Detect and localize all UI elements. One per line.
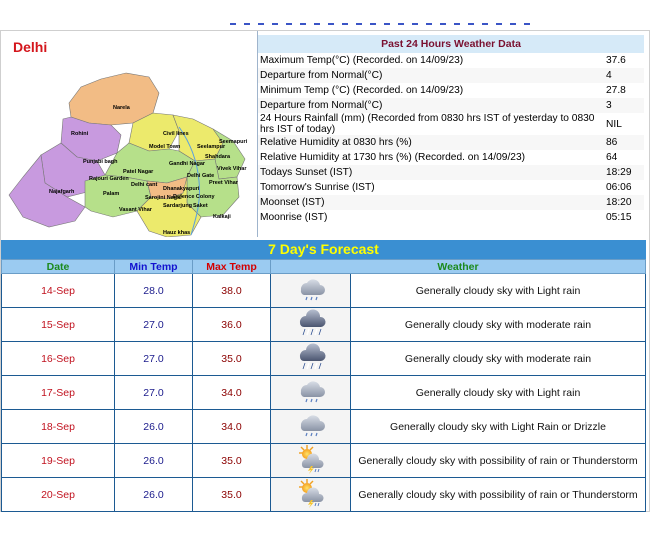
map-label-rajouri-garden: Rajouri Garden: [89, 176, 129, 182]
past-row-value: 18:20: [604, 195, 644, 210]
forecast-date: 20-Sep: [2, 478, 115, 512]
forecast-weather-text: Generally cloudy sky with moderate rain: [351, 342, 646, 376]
past-row-value: 05:15: [606, 212, 632, 223]
forecast-icon-cell: [271, 376, 351, 410]
map-panel: [1, 31, 258, 237]
forecast-weather-text: Generally cloudy sky with moderate rain: [351, 308, 646, 342]
light-rain-icon: [296, 397, 326, 409]
map-label-delhi-gate: Delhi Gate: [187, 173, 215, 179]
forecast-max-temp: 35.0: [193, 478, 271, 512]
past-row-label: Tomorrow's Sunrise (IST): [260, 182, 375, 193]
past-row: [258, 53, 644, 68]
map-label-vasant-vihar: Vasant Vihar: [119, 207, 152, 213]
forecast-row: [2, 274, 646, 308]
map-label-preet-vihar: Preet Vihar: [209, 180, 238, 186]
map-label-sardarjung: Sardarjung: [163, 203, 193, 209]
forecast-min-temp: 27.0: [115, 342, 193, 376]
past-row: [258, 150, 644, 165]
forecast-date: 19-Sep: [2, 444, 115, 478]
forecast-max-temp: 35.0: [193, 444, 271, 478]
forecast-icon-cell: [271, 410, 351, 444]
map-label-sarojini-nagar: Sarojini Nagar: [145, 195, 183, 201]
past-row-label: Minimum Temp (°C) (Recorded. on 14/09/23): [260, 85, 464, 96]
forecast-date: 14-Sep: [2, 274, 115, 308]
map-label-punjabi-bagh: Punjabi bagh: [83, 159, 118, 165]
past-row-value: 27.8: [606, 85, 626, 96]
forecast-min-temp: 26.0: [115, 410, 193, 444]
past-row-label: Maximum Temp(°C) (Recorded. on 14/09/23): [260, 55, 464, 66]
forecast-max-temp: 34.0: [193, 376, 271, 410]
past-24-hours-panel: [258, 35, 644, 225]
forecast-date: 15-Sep: [2, 308, 115, 342]
header-min-temp: Min Temp: [115, 260, 193, 274]
forecast-weather-text: Generally cloudy sky with Light rain: [351, 274, 646, 308]
past-row-value: 3: [604, 98, 644, 113]
forecast-table: [1, 259, 646, 512]
past-row-value: 64: [606, 152, 618, 163]
past-row-label: Relative Humidity at 1730 hrs (%) (Recorded. on 14/09/23): [260, 152, 526, 163]
forecast-icon-cell: [271, 444, 351, 478]
map-label-kalkaji: Kalkaji: [213, 214, 231, 220]
past-row: [258, 68, 644, 83]
forecast-min-temp: 27.0: [115, 376, 193, 410]
map-label-seemapuri: Seemapuri: [219, 139, 248, 145]
map-label-vivek-vihar: Vivek Vihar: [217, 166, 247, 172]
light-rain-icon: [296, 431, 326, 443]
past-row-value: 06:06: [606, 182, 632, 193]
light-rain-icon: [296, 295, 326, 307]
past-row: [258, 113, 644, 135]
map-label-saket: Saket: [193, 203, 208, 209]
past-row-label: Moonset (IST): [258, 195, 604, 210]
map-label-dhanakyapuri: Dhanakyapuri: [163, 186, 200, 192]
forecast-weather-text: Generally cloudy sky with Light Rain or Drizzle: [351, 410, 646, 444]
past-row: [258, 83, 644, 98]
past-row-value: 37.6: [606, 55, 626, 66]
forecast-max-temp: 35.0: [193, 342, 271, 376]
forecast-row: [2, 308, 646, 342]
past-panel-title: Past 24 Hours Weather Data: [258, 35, 644, 53]
past-weather-table: [258, 35, 644, 225]
past-row: [258, 195, 644, 210]
map-label-shahdara: Shahdara: [205, 154, 231, 160]
moderate-rain-icon: [296, 329, 326, 341]
past-row-value: 4: [604, 68, 644, 83]
past-row: [258, 180, 644, 195]
past-row-value: 18:29: [604, 165, 644, 180]
map-label-hauz-khas: Hauz khas: [163, 230, 191, 236]
moderate-rain-icon: [296, 363, 326, 375]
past-row-label: Relative Humidity at 0830 hrs (%): [258, 135, 604, 150]
forecast-min-temp: 28.0: [115, 274, 193, 308]
forecast-date: 16-Sep: [2, 342, 115, 376]
header-weather: Weather: [271, 260, 646, 274]
map-label-narela: Narela: [113, 105, 130, 111]
forecast-title: 7 Day's Forecast: [1, 240, 646, 259]
past-row: [258, 165, 644, 180]
map-label-najafgarh: Najafgarh: [49, 189, 75, 195]
map-label-seelampur: Seelampur: [197, 144, 226, 150]
forecast-row: [2, 444, 646, 478]
forecast-weather-text: Generally cloudy sky with possibility of rain or Thunderstorm: [351, 444, 646, 478]
forecast-icon-cell: [271, 274, 351, 308]
past-row: [258, 135, 644, 150]
past-row-value: 86: [604, 135, 644, 150]
thunderstorm-icon: [296, 465, 326, 477]
forecast-panel: [1, 240, 646, 512]
forecast-icon-cell: [271, 308, 351, 342]
map-title: Delhi: [13, 39, 48, 55]
forecast-row: [2, 478, 646, 512]
forecast-max-temp: 34.0: [193, 410, 271, 444]
past-row: [258, 210, 644, 225]
forecast-row: [2, 342, 646, 376]
past-row-label: Departure from Normal(°C): [258, 98, 604, 113]
forecast-date: 18-Sep: [2, 410, 115, 444]
map-label-defence-colony: Defence Colony: [173, 194, 215, 200]
forecast-row: [2, 410, 646, 444]
forecast-date: 17-Sep: [2, 376, 115, 410]
forecast-icon-cell: [271, 478, 351, 512]
map-label-delhi-cant: Delhi cant: [131, 182, 158, 188]
forecast-min-temp: 26.0: [115, 444, 193, 478]
past-row-value: NIL: [606, 118, 622, 130]
map-label-patel-nagar: Patel Nagar: [123, 169, 154, 175]
top-divider: [230, 22, 530, 26]
past-row-label: Moonrise (IST): [260, 212, 328, 223]
map-label-model-town: Model Town: [149, 144, 181, 150]
forecast-max-temp: 38.0: [193, 274, 271, 308]
thunderstorm-icon: [296, 499, 326, 511]
map-label-gandhi-nagar: Gandhi Nagar: [169, 161, 206, 167]
forecast-icon-cell: [271, 342, 351, 376]
forecast-weather-text: Generally cloudy sky with Light rain: [351, 376, 646, 410]
past-row-label: 24 Hours Rainfall (mm) (Recorded from 0830 hrs IST of yesterday to 0830 hrs IST of today): [260, 113, 595, 135]
past-row: [258, 98, 644, 113]
header-date: Date: [2, 260, 115, 274]
forecast-max-temp: 36.0: [193, 308, 271, 342]
past-row-label: Todays Sunset (IST): [258, 165, 604, 180]
forecast-min-temp: 26.0: [115, 478, 193, 512]
map-label-rohini: Rohini: [71, 131, 89, 137]
header-max-temp: Max Temp: [193, 260, 271, 274]
past-row-label: Departure from Normal(°C): [258, 68, 604, 83]
forecast-weather-text: Generally cloudy sky with possibility of rain or Thunderstorm: [351, 478, 646, 512]
forecast-min-temp: 27.0: [115, 308, 193, 342]
forecast-row: [2, 376, 646, 410]
map-label-civil-lines: Civil lines: [163, 131, 189, 137]
map-label-palam: Palam: [103, 191, 120, 197]
